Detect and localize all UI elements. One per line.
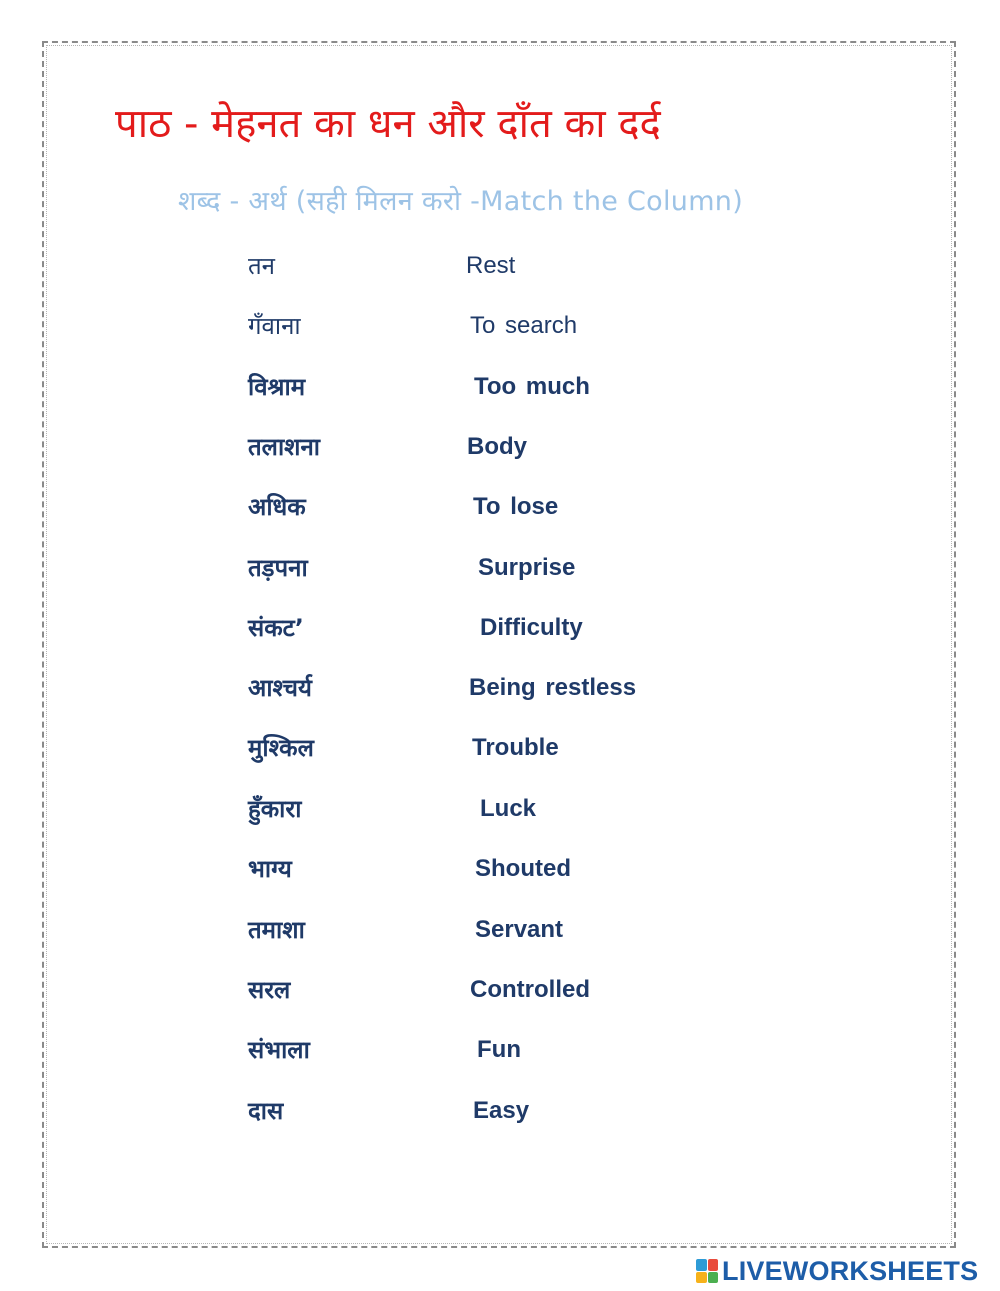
list-item	[0, 789, 1000, 829]
hindi-word[interactable]: तमाशा	[248, 916, 305, 944]
brand-name: LIVEWORKSHEETS	[722, 1255, 979, 1286]
hindi-word[interactable]: तड़पना	[248, 554, 308, 582]
liveworksheets-logo[interactable]	[696, 1254, 978, 1288]
list-item	[0, 306, 1000, 346]
hindi-word[interactable]: सरल	[248, 976, 291, 1004]
list-item	[0, 1030, 1000, 1070]
english-meaning[interactable]: Rest	[466, 252, 516, 279]
hindi-word[interactable]: दास	[248, 1097, 284, 1125]
list-item	[0, 367, 1000, 407]
logo-square	[708, 1259, 719, 1271]
hindi-word[interactable]: आश्चर्य	[248, 674, 312, 702]
hindi-word[interactable]: विश्राम	[248, 373, 306, 401]
hindi-word[interactable]: गँवाना	[248, 312, 301, 340]
hindi-word[interactable]: भाग्य	[248, 855, 292, 883]
list-item	[0, 427, 1000, 467]
liveworksheets-logo-icon	[696, 1259, 718, 1283]
hindi-word[interactable]: मुश्किल	[248, 734, 314, 762]
list-item	[0, 246, 1000, 286]
english-meaning[interactable]: Trouble	[472, 734, 559, 761]
hindi-word[interactable]: संभाला	[248, 1036, 310, 1064]
english-meaning[interactable]: Difficulty	[480, 614, 583, 641]
english-meaning[interactable]: To lose	[473, 493, 559, 520]
logo-square	[696, 1272, 707, 1284]
hindi-word[interactable]: अधिक	[248, 493, 306, 521]
hindi-word[interactable]: तलाशना	[248, 433, 321, 461]
list-item	[0, 970, 1000, 1010]
list-item	[0, 849, 1000, 889]
english-meaning[interactable]: Shouted	[475, 855, 571, 882]
list-item	[0, 728, 1000, 768]
list-item	[0, 548, 1000, 588]
list-item	[0, 910, 1000, 950]
list-item	[0, 487, 1000, 527]
hindi-word[interactable]: तन	[248, 252, 275, 280]
english-meaning[interactable]: Being restless	[469, 674, 637, 701]
list-item	[0, 1091, 1000, 1131]
english-meaning[interactable]: Surprise	[478, 554, 576, 581]
english-meaning[interactable]: Too much	[474, 373, 590, 400]
hindi-word[interactable]: संकट’	[248, 614, 304, 642]
lesson-title: पाठ - मेहनत का धन और दाँत का दर्द	[115, 101, 661, 147]
english-meaning[interactable]: Easy	[473, 1097, 530, 1124]
hindi-word[interactable]: हुँकारा	[248, 795, 302, 823]
english-meaning[interactable]: Fun	[477, 1036, 521, 1063]
logo-square	[696, 1259, 707, 1271]
english-meaning[interactable]: Controlled	[470, 976, 590, 1003]
logo-square	[708, 1272, 719, 1284]
english-meaning[interactable]: To search	[470, 312, 578, 339]
exercise-subtitle: शब्द - अर्थ (सही मिलन करो -Match the Column)	[178, 186, 744, 217]
list-item	[0, 668, 1000, 708]
english-meaning[interactable]: Body	[467, 433, 527, 460]
english-meaning[interactable]: Servant	[475, 916, 564, 943]
list-item	[0, 608, 1000, 648]
english-meaning[interactable]: Luck	[480, 795, 537, 822]
